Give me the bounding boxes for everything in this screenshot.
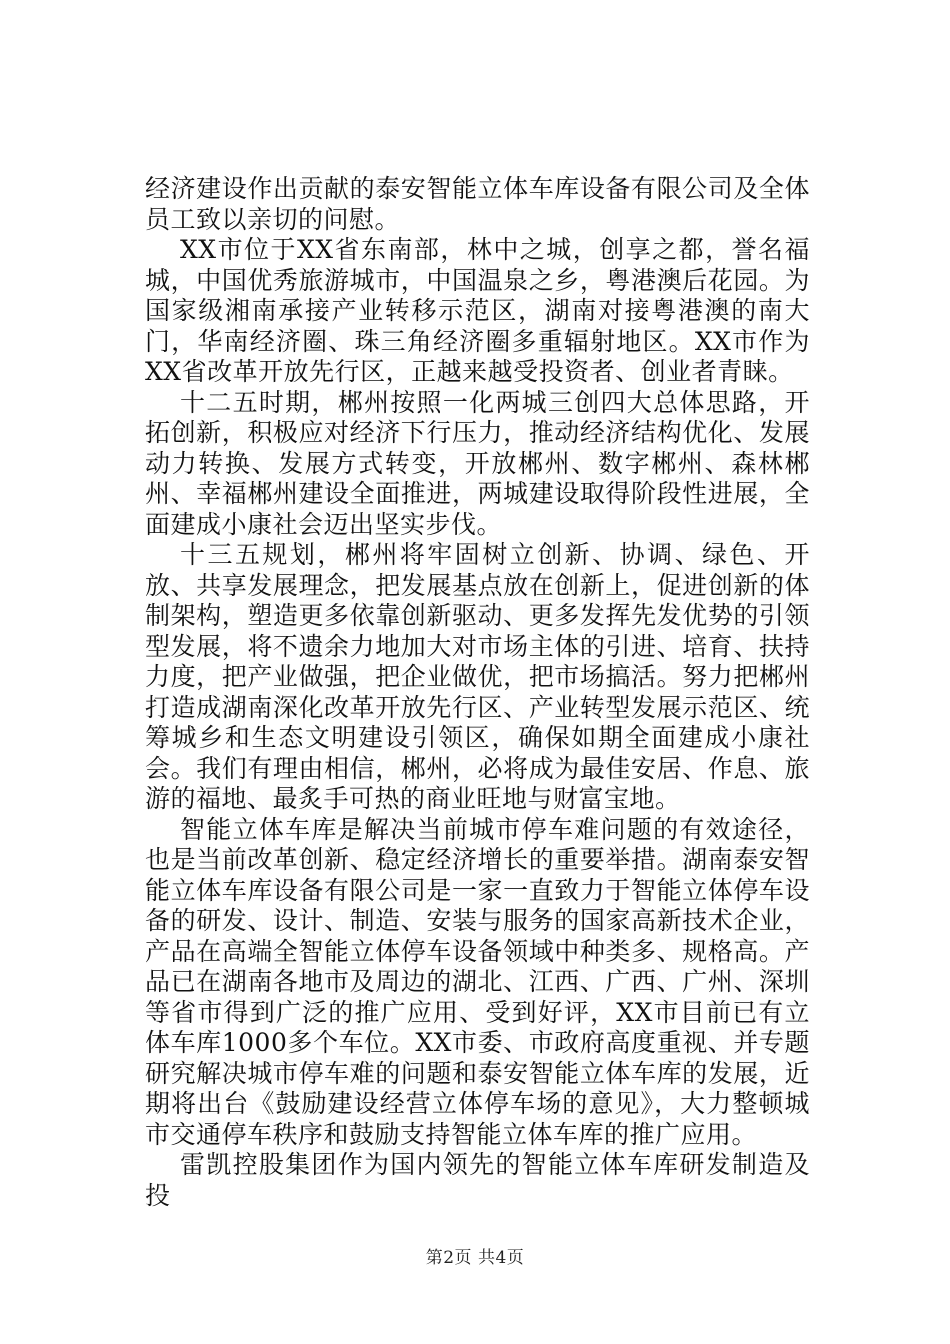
paragraph-12th-five-year: 十二五时期，郴州按照一化两城三创四大总体思路，开拓创新，积极应对经济下行压力，推动经济结构优化、发展动力转换、发展方式转变，开放郴州、数字郴州、森林郴州、幸福郴州建设全面推进，两城建设取得阶段性进展，全面建成小康社会迈出坚实步伐。 — [145, 387, 810, 539]
document-body — [145, 174, 810, 1211]
paragraph-13th-five-year: 十三五规划，郴州将牢固树立创新、协调、绿色、开放、共享发展理念，把发展基点放在创新上，促进创新的体制架构，塑造更多依靠创新驱动、更多发挥先发优势的引领型发展，将不遗余力地加大对市场主体的引进、培育、扶持力度，把产业做强，把企业做优，把市场搞活。努力把郴州打造成湖南深化改革开放先行区、产业转型发展示范区、统筹城乡和生态文明建设引领区，确保如期全面建成小康社会。我们有理由相信，郴州，必将成为最佳安居、作息、旅游的福地、最炙手可热的商业旺地与财富宝地。 — [145, 540, 810, 813]
paragraph-leikai-group: 雷凯控股集团作为国内领先的智能立体车库研发制造及投 — [145, 1150, 810, 1210]
paragraph-city-intro: XX市位于XX省东南部，林中之城，创享之都，誉名福城，中国优秀旅游城市，中国温泉之乡，粤港澳后花园。为国家级湘南承接产业转移示范区，湖南对接粤港澳的南大门，华南经济圈、珠三角经济圈多重辐射地区。XX市作为XX省改革开放先行区，正越来越受投资者、创业者青睐。 — [145, 235, 810, 386]
paragraph-smart-garage: 智能立体车库是解决当前城市停车难问题的有效途径，也是当前改革创新、稳定经济增长的重要举措。湖南泰安智能立体车库设备有限公司是一家一直致力于智能立体停车设备的研发、设计、制造、安装与服务的国家高新技术企业，产品在高端全智能立体停车设备领域中种类多、规格高。产品已在湖南各地市及周边的湖北、江西、广西、广州、深圳等省市得到广泛的推广应用、受到好评，XX市目前已有立体车库1000多个车位。XX市委、市政府高度重视、并专题研究解决城市停车难的问题和泰安智能立体车库的发展，近期将出台《鼓励建设经营立体停车场的意见》，大力整顿城市交通停车秩序和鼓励支持智能立体车库的推广应用。 — [145, 814, 810, 1149]
paragraph-continuation: 经济建设作出贡献的泰安智能立体车库设备有限公司及全体员工致以亲切的问慰。 — [145, 174, 810, 234]
page-number-footer: 第2页 共4页 — [425, 1248, 525, 1268]
